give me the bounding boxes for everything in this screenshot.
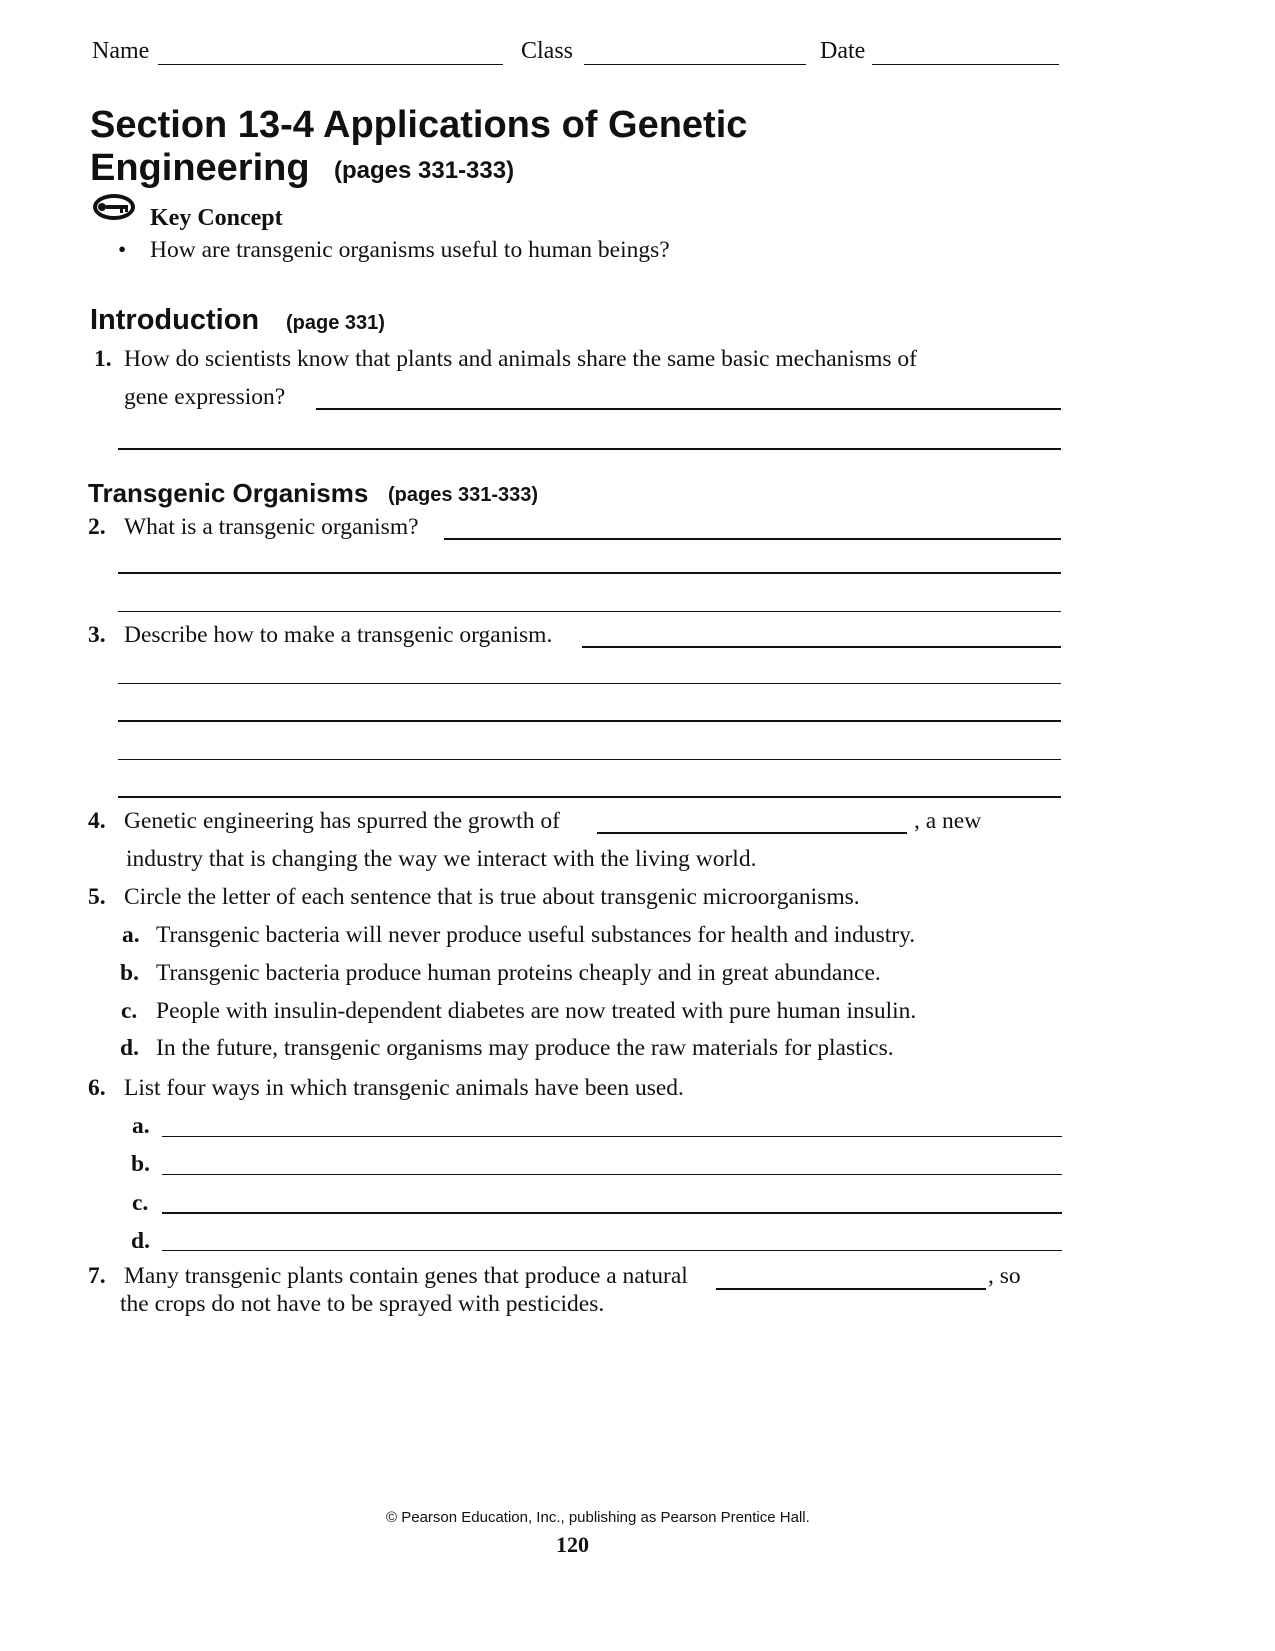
question-7-text-end: , so: [988, 1263, 1021, 1289]
page-number: 120: [556, 1532, 589, 1557]
question-6-letter-d: d.: [131, 1228, 150, 1254]
question-6-answer-line-a[interactable]: [162, 1136, 1062, 1137]
question-3-answer-line[interactable]: [118, 683, 1061, 684]
question-6-answer-line-d[interactable]: [162, 1250, 1062, 1251]
question-6-letter-c: c.: [132, 1190, 149, 1216]
question-6-answer-line-b[interactable]: [162, 1174, 1062, 1175]
question-1-answer-line[interactable]: [118, 448, 1061, 450]
question-5-option-a-letter[interactable]: a.: [122, 922, 140, 948]
question-1-number: 1.: [94, 346, 112, 372]
question-3-answer-line[interactable]: [118, 759, 1061, 760]
key-icon: [92, 193, 138, 223]
question-7-blank[interactable]: [716, 1288, 986, 1290]
question-5-option-b-text: Transgenic bacteria produce human proteins cheaply and in great abundance.: [156, 960, 881, 986]
class-label: Class: [521, 38, 574, 64]
question-7-number: 7.: [88, 1263, 106, 1289]
title-pages: (pages 331-333): [334, 157, 515, 184]
question-2-answer-line[interactable]: [118, 572, 1061, 574]
question-6-text: List four ways in which transgenic animals have been used.: [124, 1075, 684, 1101]
question-1-answer-line[interactable]: [316, 408, 1061, 410]
class-field[interactable]: [584, 64, 806, 65]
question-2-answer-line[interactable]: [118, 611, 1061, 612]
question-6-letter-a: a.: [132, 1113, 150, 1139]
question-3-text: Describe how to make a transgenic organism.: [124, 622, 553, 648]
question-2-answer-line[interactable]: [444, 538, 1061, 540]
question-1-text: How do scientists know that plants and animals share the same basic mechanisms of: [124, 346, 917, 372]
footer-copyright: © Pearson Education, Inc., publishing as Pearson Prentice Hall.: [386, 1509, 810, 1526]
date-field[interactable]: [872, 64, 1059, 65]
section-introduction-title: Introduction: [90, 304, 260, 336]
question-3-answer-line[interactable]: [582, 646, 1061, 648]
question-5-text: Circle the letter of each sentence that is true about transgenic microorganisms.: [124, 884, 860, 910]
question-4-text: Genetic engineering has spurred the growth of: [124, 808, 560, 834]
question-5-option-d-letter[interactable]: d.: [120, 1035, 139, 1061]
bullet-icon: •: [118, 237, 127, 263]
question-7-text: Many transgenic plants contain genes that produce a natural: [124, 1263, 688, 1289]
page-title-line2: Engineering: [90, 147, 310, 189]
question-4-number: 4.: [88, 808, 106, 834]
question-1-text-line2: gene expression?: [124, 384, 286, 410]
question-2-text: What is a transgenic organism?: [124, 514, 419, 540]
question-5-option-a-text: Transgenic bacteria will never produce useful substances for health and industry.: [156, 922, 916, 948]
question-3-answer-line[interactable]: [118, 720, 1061, 722]
question-6-number: 6.: [88, 1075, 106, 1101]
question-5-option-c-letter[interactable]: c.: [121, 998, 138, 1024]
question-5-number: 5.: [88, 884, 106, 910]
question-5-option-d-text: In the future, transgenic organisms may produce the raw materials for plastics.: [156, 1035, 894, 1061]
question-6-letter-b: b.: [131, 1151, 150, 1177]
page-title: Section 13-4 Applications of Genetic: [90, 104, 748, 146]
date-label: Date: [820, 38, 866, 64]
key-concept-question: How are transgenic organisms useful to human beings?: [150, 237, 670, 263]
name-label: Name: [92, 38, 150, 64]
question-4-text-line2: industry that is changing the way we interact with the living world.: [126, 846, 757, 872]
question-3-answer-line[interactable]: [118, 796, 1061, 798]
name-field[interactable]: [158, 64, 503, 65]
question-4-text-end: , a new: [914, 808, 982, 834]
section-introduction-pages: (page 331): [286, 312, 385, 334]
section-transgenic-pages: (pages 331-333): [388, 484, 539, 506]
question-5-option-b-letter[interactable]: b.: [120, 960, 139, 986]
question-2-number: 2.: [88, 514, 106, 540]
question-4-blank[interactable]: [597, 832, 907, 834]
key-concept-label: Key Concept: [150, 205, 283, 231]
question-3-number: 3.: [88, 622, 106, 648]
section-transgenic-title: Transgenic Organisms: [88, 478, 369, 508]
question-7-text-line2: the crops do not have to be sprayed with pesticides.: [120, 1291, 605, 1317]
question-6-answer-line-c[interactable]: [162, 1212, 1062, 1214]
question-5-option-c-text: People with insulin-dependent diabetes are now treated with pure human insulin.: [156, 998, 917, 1024]
